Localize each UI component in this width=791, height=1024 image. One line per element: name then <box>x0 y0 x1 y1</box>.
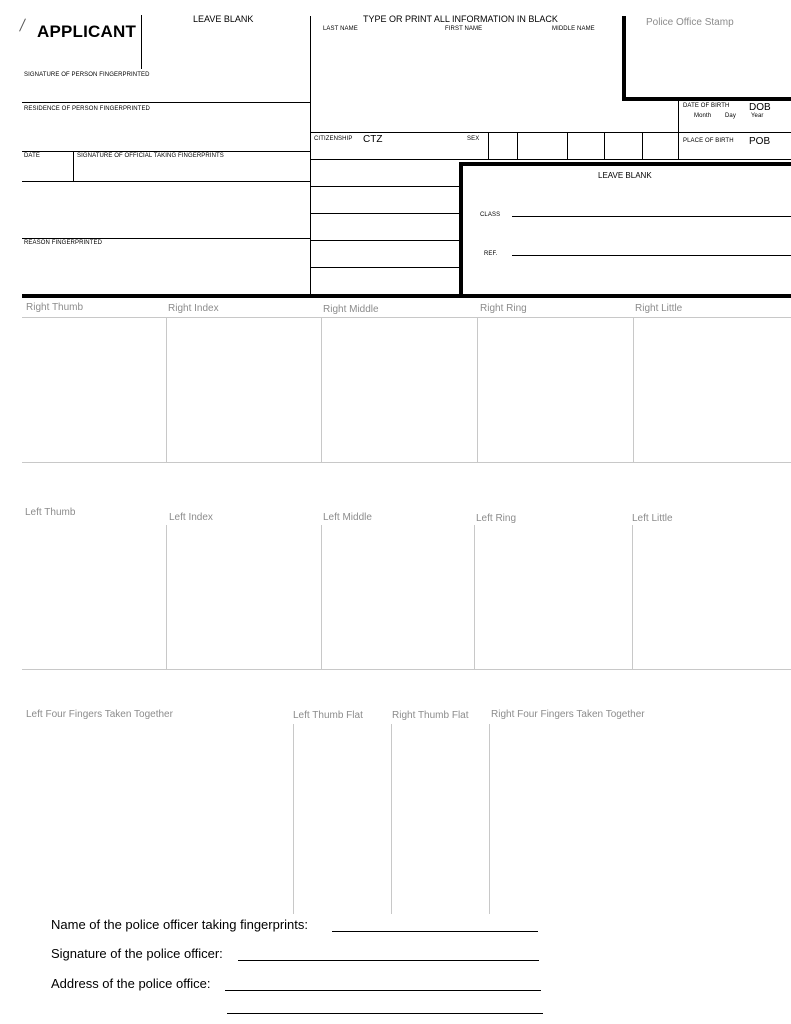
right-little-label: Right Little <box>635 303 683 314</box>
plain-divider-2 <box>391 724 392 914</box>
police-stamp-label: Police Office Stamp <box>646 17 734 28</box>
dob-label: DATE OF BIRTH <box>683 103 730 109</box>
sex-box-5 <box>642 132 643 160</box>
ref-label: REF. <box>484 251 498 257</box>
police-office-address-label: Address of the police office: <box>51 976 211 991</box>
officer-signature-label: Signature of the police officer: <box>51 946 223 961</box>
leave-blank-box-left <box>459 162 463 298</box>
plain-divider-3 <box>489 724 490 914</box>
corner-mark <box>19 18 26 31</box>
ref-line <box>512 255 791 256</box>
middle-name-label: MIDDLE NAME <box>552 26 595 32</box>
right-divider-4 <box>633 317 634 463</box>
right-thumb-flat-label: Right Thumb Flat <box>392 710 469 721</box>
officer-signature-line[interactable] <box>238 960 539 961</box>
right-four-fingers-label: Right Four Fingers Taken Together <box>491 709 645 720</box>
leave-blank-inner-label: LEAVE BLANK <box>598 171 652 180</box>
row-line-4 <box>22 238 311 239</box>
sex-box-3 <box>567 132 568 160</box>
date-label: DATE <box>24 153 40 159</box>
dob-year-label: Year <box>751 113 764 119</box>
left-four-fingers-label: Left Four Fingers Taken Together <box>26 709 173 720</box>
dob-month-label: Month <box>694 113 712 119</box>
plain-divider-1 <box>293 724 294 914</box>
left-index-label: Left Index <box>169 512 213 523</box>
officer-name-line[interactable] <box>332 931 538 932</box>
name-column-divider <box>310 16 311 296</box>
first-name-label: FIRST NAME <box>445 26 483 32</box>
right-divider-3 <box>477 317 478 463</box>
left-little-label: Left Little <box>632 513 673 524</box>
class-label: CLASS <box>480 212 501 218</box>
reason-label: REASON FINGERPRINTED <box>24 240 103 246</box>
address-line-2[interactable] <box>227 1013 543 1014</box>
stamp-box-left-border <box>622 16 626 101</box>
left-hand-bottom-line <box>22 669 791 670</box>
sex-box-1 <box>488 132 489 160</box>
date-divider <box>73 151 74 182</box>
citizenship-value: CTZ <box>363 134 383 145</box>
dob-value: DOB <box>749 102 771 113</box>
signature-official-label: SIGNATURE OF OFFICIAL TAKING FINGERPRINTS <box>77 153 224 159</box>
row-line-1 <box>22 102 311 103</box>
right-index-label: Right Index <box>168 303 219 314</box>
header-bottom-border <box>22 294 791 298</box>
right-divider-1 <box>166 317 167 463</box>
left-thumb-flat-label: Left Thumb Flat <box>293 710 363 721</box>
residence-label: RESIDENCE OF PERSON FINGERPRINTED <box>24 106 150 112</box>
right-divider-2 <box>321 317 322 463</box>
officer-name-label: Name of the police officer taking fingerprints: <box>51 917 309 932</box>
left-middle-label: Left Middle <box>323 512 372 523</box>
stacked-box-line-3 <box>310 240 462 241</box>
left-divider-4 <box>632 525 633 670</box>
sex-box-4 <box>604 132 605 160</box>
citizenship-bottom-line <box>310 159 791 160</box>
signature-person-label: SIGNATURE OF PERSON FINGERPRINTED <box>24 72 150 78</box>
row-line-2 <box>22 151 311 152</box>
pob-value: POB <box>749 136 771 147</box>
right-hand-bottom-line <box>22 462 791 463</box>
row-line-3 <box>22 181 311 182</box>
leave-blank-box-top <box>459 162 791 166</box>
type-or-print-instruction: TYPE OR PRINT ALL INFORMATION IN BLACK <box>363 14 558 24</box>
class-line <box>512 216 791 217</box>
left-divider-1 <box>166 525 167 670</box>
stacked-box-line-4 <box>310 267 462 268</box>
applicant-title: APPLICANT <box>37 22 137 41</box>
sex-box-2 <box>517 132 518 160</box>
left-divider-2 <box>321 525 322 670</box>
stamp-box-bottom-border <box>622 97 791 101</box>
citizenship-label: CITIZENSHIP <box>314 136 353 142</box>
stacked-box-line-2 <box>310 213 462 214</box>
leave-blank-top: LEAVE BLANK <box>193 14 254 24</box>
stacked-box-line-1 <box>310 186 462 187</box>
pob-label: PLACE OF BIRTH <box>683 138 734 144</box>
right-hand-top-line <box>22 317 791 318</box>
left-thumb-label: Left Thumb <box>25 507 76 518</box>
citizenship-top-line <box>310 132 791 133</box>
left-divider-3 <box>474 525 475 670</box>
right-ring-label: Right Ring <box>480 303 527 314</box>
address-line-1[interactable] <box>225 990 541 991</box>
dob-divider <box>678 101 679 160</box>
left-ring-label: Left Ring <box>476 513 517 524</box>
right-middle-label: Right Middle <box>323 304 379 315</box>
dob-day-label: Day <box>725 113 736 119</box>
last-name-label: LAST NAME <box>323 26 358 32</box>
right-thumb-label: Right Thumb <box>26 302 84 313</box>
applicant-divider <box>141 15 142 69</box>
sex-label: SEX <box>467 136 480 142</box>
